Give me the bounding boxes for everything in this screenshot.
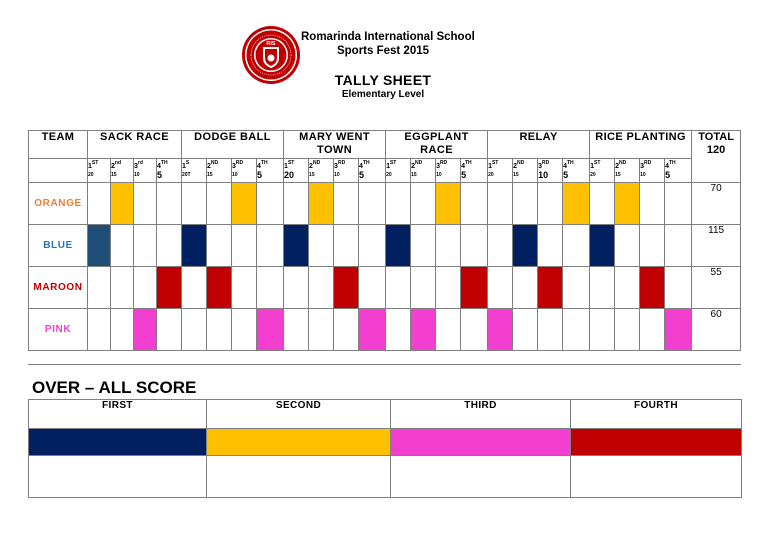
score-cell (563, 225, 590, 267)
place-ordinal (359, 160, 370, 170)
place-number: 3 (538, 163, 542, 170)
score-cell (111, 309, 134, 351)
place-suffix: ND (210, 160, 219, 166)
score-cell (665, 225, 692, 267)
place-points: 5 (665, 170, 671, 180)
team-name: BLUE (29, 225, 88, 267)
total-header (692, 131, 741, 183)
score-cell (134, 183, 157, 225)
place-number: 3 (334, 163, 338, 170)
place-number: 1 (284, 163, 288, 170)
score-mark-blue (386, 225, 411, 267)
score-cell (386, 267, 411, 309)
score-mark-blue (513, 225, 538, 267)
team-total: 55 (692, 267, 741, 309)
score-cell (309, 225, 334, 267)
score-mark-maroon (334, 267, 359, 309)
place-points: 15 (513, 172, 519, 178)
place-number: 4 (257, 163, 261, 170)
blank-cell (29, 456, 207, 498)
place-suffix: RD (541, 160, 550, 166)
place-suffix: ST (491, 160, 499, 166)
overall-color-orange (207, 429, 391, 456)
place-points: 20 (88, 172, 94, 178)
place-cell (207, 159, 232, 183)
tally-header-row (29, 131, 741, 159)
place-cell (665, 159, 692, 183)
score-cell (436, 309, 461, 351)
place-cell (257, 159, 284, 183)
place-points: 10 (334, 172, 340, 178)
place-number: 2 (411, 163, 415, 170)
place-ordinal (182, 160, 190, 170)
overall-place-header: FOURTH (571, 400, 742, 429)
place-number: 2 (615, 163, 619, 170)
score-cell (538, 225, 563, 267)
blank-cell (391, 456, 571, 498)
place-points: 5 (461, 170, 467, 180)
place-ordinal (590, 160, 601, 170)
place-ordinal (284, 160, 295, 170)
score-cell (461, 309, 488, 351)
score-cell (590, 183, 615, 225)
score-cell (334, 183, 359, 225)
score-mark-maroon (640, 267, 665, 309)
score-cell (386, 309, 411, 351)
place-points: 10 (538, 170, 549, 180)
place-ordinal (111, 160, 122, 170)
place-cell (182, 159, 207, 183)
team-row-orange (29, 183, 741, 225)
score-mark-blue (590, 225, 615, 267)
place-cell (411, 159, 436, 183)
score-mark-orange (111, 183, 134, 225)
place-cell (309, 159, 334, 183)
score-cell (359, 267, 386, 309)
event-name-line: SACK RACE (100, 131, 169, 143)
score-cell (411, 183, 436, 225)
place-cell (640, 159, 665, 183)
place-suffix: ST (287, 160, 295, 166)
place-suffix: RD (235, 160, 244, 166)
score-cell (640, 309, 665, 351)
score-cell (257, 225, 284, 267)
overall-title: OVER – ALL SCORE (32, 378, 197, 397)
place-points: 15 (615, 172, 621, 178)
place-number: 1 (590, 163, 594, 170)
place-number: 2 (207, 163, 211, 170)
event-header (88, 131, 182, 159)
score-cell (309, 267, 334, 309)
overall-place-header: SECOND (207, 400, 391, 429)
school-name: Romarinda International School (301, 31, 475, 43)
score-mark-blue (284, 225, 309, 267)
place-points: 5 (359, 170, 365, 180)
score-mark-pink (488, 309, 513, 351)
place-suffix: TH (260, 160, 268, 166)
event-name-line: DODGE BALL (194, 131, 271, 143)
score-cell (111, 267, 134, 309)
place-ordinal (334, 160, 346, 170)
place-number: 1 (386, 163, 390, 170)
team-total: 60 (692, 309, 741, 351)
place-number: 4 (665, 163, 669, 170)
place-cell (157, 159, 182, 183)
place-suffix: ND (414, 160, 423, 166)
place-suffix: RD (337, 160, 346, 166)
place-number: 4 (157, 163, 161, 170)
page-subtitle: Elementary Level (341, 89, 425, 100)
score-cell (111, 225, 134, 267)
score-cell (411, 267, 436, 309)
score-cell (232, 225, 257, 267)
event-header (284, 131, 386, 159)
team-total: 115 (692, 225, 741, 267)
document-header (0, 0, 768, 110)
event-header (488, 131, 590, 159)
team-name: ORANGE (29, 183, 88, 225)
score-cell (334, 225, 359, 267)
place-number: 3 (134, 163, 138, 170)
score-cell (615, 267, 640, 309)
score-mark-pink (257, 309, 284, 351)
score-cell (640, 183, 665, 225)
event-name-line: RACE (420, 144, 453, 156)
score-mark-orange (309, 183, 334, 225)
score-mark-maroon (461, 267, 488, 309)
places-row (29, 159, 741, 183)
score-cell (615, 309, 640, 351)
place-points: 20T (182, 172, 191, 178)
school-seal-logo (241, 25, 301, 85)
place-cell (513, 159, 538, 183)
section-divider (28, 364, 741, 365)
team-total: 70 (692, 183, 741, 225)
score-cell (563, 309, 590, 351)
event-name-line: RICE PLANTING (595, 131, 686, 143)
event-name-line: RELAY (519, 131, 558, 143)
total-header-line: 120 (706, 144, 726, 156)
overall-color-row (29, 429, 742, 456)
score-cell (538, 183, 563, 225)
place-cell (359, 159, 386, 183)
score-mark-orange (615, 183, 640, 225)
event-header (386, 131, 488, 159)
place-cell (232, 159, 257, 183)
place-number: 2 (309, 163, 313, 170)
overall-color-maroon (571, 429, 742, 456)
place-ordinal (157, 160, 168, 170)
team-name: MAROON (29, 267, 88, 309)
score-cell (513, 309, 538, 351)
score-mark-blue (182, 225, 207, 267)
place-ordinal (134, 160, 143, 170)
place-ordinal (538, 160, 550, 170)
score-cell (513, 267, 538, 309)
event-name: Sports Fest 2015 (336, 45, 430, 57)
place-points: 15 (111, 172, 117, 178)
place-cell (436, 159, 461, 183)
score-mark-orange (563, 183, 590, 225)
place-points: 5 (157, 170, 163, 180)
place-number: 3 (232, 163, 236, 170)
score-cell (488, 225, 513, 267)
place-number: 3 (640, 163, 644, 170)
score-cell (207, 225, 232, 267)
place-suffix: ND (312, 160, 321, 166)
place-ordinal (411, 160, 423, 170)
score-cell (182, 183, 207, 225)
score-mark-maroon (207, 267, 232, 309)
score-mark-pink (665, 309, 692, 351)
score-cell (88, 309, 111, 351)
place-ordinal (88, 160, 99, 170)
score-cell (232, 309, 257, 351)
score-cell (134, 267, 157, 309)
place-number: 2 (513, 163, 517, 170)
score-cell (590, 267, 615, 309)
place-points: 20 (590, 172, 596, 178)
event-name-line: EGGPLANT (404, 131, 469, 143)
team-row-maroon (29, 267, 741, 309)
place-suffix: ST (389, 160, 397, 166)
score-cell (665, 267, 692, 309)
place-cell (334, 159, 359, 183)
place-ordinal (640, 160, 652, 170)
place-ordinal (436, 160, 448, 170)
score-cell (88, 267, 111, 309)
place-cell (386, 159, 411, 183)
place-suffix: TH (160, 160, 168, 166)
place-suffix: ND (516, 160, 525, 166)
team-row-pink (29, 309, 741, 351)
tally-table (28, 130, 741, 351)
overall-color-pink (391, 429, 571, 456)
score-cell (257, 267, 284, 309)
place-ordinal (386, 160, 397, 170)
score-mark-orange (232, 183, 257, 225)
team-name: PINK (29, 309, 88, 351)
event-header (182, 131, 284, 159)
score-cell (359, 183, 386, 225)
score-cell (207, 183, 232, 225)
place-ordinal (232, 160, 244, 170)
place-cell (134, 159, 157, 183)
place-suffix: S (185, 160, 190, 166)
score-cell (563, 267, 590, 309)
place-suffix: ST (594, 160, 601, 166)
score-cell (386, 183, 411, 225)
score-cell (157, 225, 182, 267)
score-mark-blue (88, 225, 111, 267)
overall-blank-row (29, 456, 742, 498)
score-mark-pink (134, 309, 157, 351)
overall-header-row (29, 400, 742, 429)
score-cell (461, 183, 488, 225)
overall-place-header: FIRST (29, 400, 207, 429)
score-cell (615, 225, 640, 267)
score-cell (436, 267, 461, 309)
score-cell (461, 225, 488, 267)
score-cell (309, 309, 334, 351)
score-cell (665, 183, 692, 225)
place-suffix: ND (619, 160, 627, 166)
place-points: 10 (134, 172, 140, 178)
place-points: 10 (640, 172, 646, 178)
place-points: 20 (488, 172, 494, 178)
place-points: 15 (207, 172, 213, 178)
event-header (590, 131, 692, 159)
place-number: 1 (88, 163, 92, 170)
blank-cell (29, 159, 88, 183)
score-cell (207, 309, 232, 351)
score-mark-pink (359, 309, 386, 351)
place-cell (284, 159, 309, 183)
score-cell (513, 183, 538, 225)
place-points: 10 (232, 172, 238, 178)
place-cell (538, 159, 563, 183)
place-points: 15 (411, 172, 417, 178)
place-number: 1 (182, 163, 186, 170)
score-cell (334, 309, 359, 351)
place-number: 4 (359, 163, 363, 170)
place-points: 20 (386, 172, 392, 178)
event-name-line: MARY WENT (299, 131, 370, 143)
score-cell (88, 183, 111, 225)
team-header: TEAM (29, 131, 88, 159)
score-cell (640, 225, 665, 267)
blank-cell (207, 456, 391, 498)
place-cell (461, 159, 488, 183)
score-cell (488, 267, 513, 309)
score-cell (284, 267, 309, 309)
place-cell (563, 159, 590, 183)
place-cell (111, 159, 134, 183)
place-cell (615, 159, 640, 183)
place-suffix: rd (137, 160, 143, 166)
score-cell (488, 183, 513, 225)
score-cell (284, 309, 309, 351)
score-cell (284, 183, 309, 225)
place-ordinal (257, 160, 268, 170)
place-cell (488, 159, 513, 183)
place-suffix: TH (566, 160, 574, 166)
place-suffix: RD (644, 160, 652, 166)
overall-color-blue (29, 429, 207, 456)
place-number: 1 (488, 163, 492, 170)
place-ordinal (207, 160, 219, 170)
score-cell (436, 225, 461, 267)
score-cell (359, 225, 386, 267)
place-cell (88, 159, 111, 183)
place-cell (590, 159, 615, 183)
overall-score-table (28, 399, 742, 498)
place-suffix: TH (464, 160, 472, 166)
place-suffix: TH (669, 160, 676, 166)
seal-text: RIS (266, 41, 276, 47)
score-mark-maroon (538, 267, 563, 309)
place-suffix: RD (439, 160, 448, 166)
place-number: 3 (436, 163, 440, 170)
place-ordinal (488, 160, 499, 170)
place-ordinal (513, 160, 525, 170)
score-cell (157, 183, 182, 225)
place-points: 15 (309, 172, 315, 178)
score-mark-pink (411, 309, 436, 351)
score-mark-maroon (157, 267, 182, 309)
score-cell (590, 309, 615, 351)
place-ordinal (309, 160, 321, 170)
score-cell (182, 267, 207, 309)
place-ordinal (615, 160, 627, 170)
score-cell (182, 309, 207, 351)
place-points: 20 (284, 170, 295, 180)
place-ordinal (563, 160, 574, 170)
score-cell (157, 309, 182, 351)
score-cell (232, 267, 257, 309)
place-points: 5 (563, 170, 569, 180)
score-cell (134, 225, 157, 267)
place-number: 4 (461, 163, 465, 170)
place-suffix: nd (114, 160, 122, 166)
place-suffix: TH (362, 160, 370, 166)
score-cell (257, 183, 284, 225)
overall-place-header: THIRD (391, 400, 571, 429)
place-ordinal (461, 160, 472, 170)
place-number: 2 (111, 163, 115, 170)
event-name-line: TOWN (317, 144, 353, 156)
place-ordinal (665, 160, 676, 170)
total-header-line: TOTAL (698, 131, 734, 143)
place-suffix: ST (91, 160, 99, 166)
place-points: 5 (257, 170, 263, 180)
place-points: 10 (436, 172, 442, 178)
place-number: 4 (563, 163, 567, 170)
blank-cell (571, 456, 742, 498)
score-cell (538, 309, 563, 351)
team-row-blue (29, 225, 741, 267)
score-cell (411, 225, 436, 267)
page-title: TALLY SHEET (334, 72, 432, 88)
score-mark-orange (436, 183, 461, 225)
